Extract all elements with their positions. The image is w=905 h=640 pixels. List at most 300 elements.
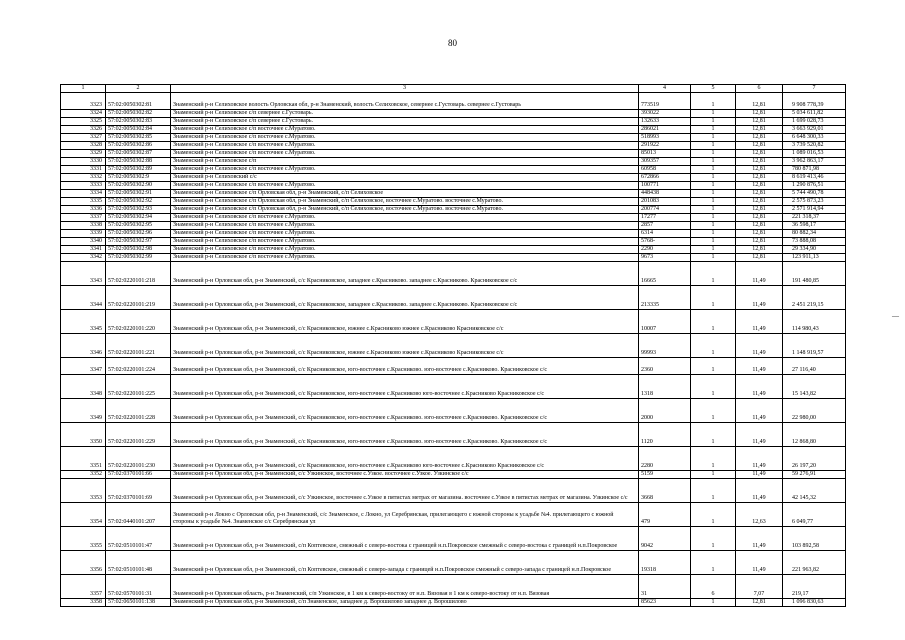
cadastral-number: 57:02:0510101:48 bbox=[106, 551, 171, 575]
table-row bbox=[61, 599, 846, 607]
cadastral-value: 103 892,58 bbox=[783, 527, 846, 551]
column-5-value: 1 bbox=[691, 262, 736, 286]
cadastral-number: 57:02:0050302:93 bbox=[106, 206, 171, 214]
table-row bbox=[61, 262, 846, 286]
table-row bbox=[61, 375, 846, 399]
table-row bbox=[61, 551, 846, 575]
rate-value: 12,81 bbox=[736, 238, 783, 246]
location-description: Знаменский р-н Селиховское с/п восточнее с.Муратово. bbox=[171, 134, 639, 142]
cadastral-number: 57:02:0050302:85 bbox=[106, 134, 171, 142]
cadastral-number: 57:02:0220101:220 bbox=[106, 310, 171, 334]
rate-value: 12,81 bbox=[736, 142, 783, 150]
table-row bbox=[61, 206, 846, 214]
location-description: Знаменский р-н Селиховское с/п восточнее с.Муратово. bbox=[171, 214, 639, 222]
table-row bbox=[61, 334, 846, 358]
cadastral-value: 1 290 876,51 bbox=[783, 182, 846, 190]
row-number: 3352 bbox=[61, 471, 106, 479]
table-row bbox=[61, 471, 846, 479]
location-description: Знаменский р-н Орловская обл, р-н Знаменский, с/с Узкинское, восточнее с.Узкое в пятистах метрах от магазина. восточнее с.Узкое в пятистах метрах от магазина. Узкинское с/с bbox=[171, 479, 639, 503]
area-value: 132633 bbox=[639, 118, 691, 126]
cadastral-number: 57:02:0050302:90 bbox=[106, 182, 171, 190]
cadastral-value: 15 143,82 bbox=[783, 375, 846, 399]
column-5-value: 1 bbox=[691, 206, 736, 214]
cadastral-number: 57:02:0050302:91 bbox=[106, 190, 171, 198]
rate-value: 11,49 bbox=[736, 527, 783, 551]
area-value: 10007 bbox=[639, 310, 691, 334]
rate-value: 11,49 bbox=[736, 358, 783, 375]
row-number: 3325 bbox=[61, 118, 106, 126]
area-value: 773519 bbox=[639, 93, 691, 110]
location-description: Знаменский р-н Орловская обл, р-н Знаменский, с/п Знаменское, западнее д. Ворошилово западнее д. Ворошилово bbox=[171, 599, 639, 607]
location-description: Знаменский р-н Орловская обл, р-н Знаменский, с/с Красниковское, западнее с.Красниково. западнее с.Красниково. Красниковское с/с bbox=[171, 262, 639, 286]
area-value: 448438 bbox=[639, 190, 691, 198]
cadastral-value: 3 739 520,82 bbox=[783, 142, 846, 150]
table-row bbox=[61, 198, 846, 206]
row-number: 3339 bbox=[61, 230, 106, 238]
column-header: 4 bbox=[639, 85, 691, 93]
column-5-value: 1 bbox=[691, 174, 736, 182]
area-value: 19318 bbox=[639, 551, 691, 575]
rate-value: 12,81 bbox=[736, 110, 783, 118]
rate-value: 12,81 bbox=[736, 599, 783, 607]
area-value: 9042 bbox=[639, 527, 691, 551]
cadastral-value: 2 571 914,94 bbox=[783, 206, 846, 214]
column-5-value: 1 bbox=[691, 503, 736, 527]
column-5-value: 1 bbox=[691, 447, 736, 471]
column-5-value: 1 bbox=[691, 375, 736, 399]
cadastral-value: 9 908 778,39 bbox=[783, 93, 846, 110]
cadastral-value: 2 575 873,23 bbox=[783, 198, 846, 206]
column-5-value: 1 bbox=[691, 134, 736, 142]
row-number: 3351 bbox=[61, 447, 106, 471]
location-description: Знаменский р-н Селиховское с/п восточнее с.Муратово. bbox=[171, 150, 639, 158]
column-5-value: 1 bbox=[691, 399, 736, 423]
area-value: 291922 bbox=[639, 142, 691, 150]
cadastral-value: 221 318,37 bbox=[783, 214, 846, 222]
cadastral-number: 57:02:0050302:87 bbox=[106, 150, 171, 158]
row-number: 3324 bbox=[61, 110, 106, 118]
area-value: 213335 bbox=[639, 286, 691, 310]
cadastral-value: 73 888,08 bbox=[783, 238, 846, 246]
row-number: 3328 bbox=[61, 142, 106, 150]
rate-value: 12,81 bbox=[736, 134, 783, 142]
cadastral-value: 42 145,32 bbox=[783, 479, 846, 503]
cadastral-value: 1 148 919,57 bbox=[783, 334, 846, 358]
area-value: 479 bbox=[639, 503, 691, 527]
row-number: 3348 bbox=[61, 375, 106, 399]
column-header: 2 bbox=[106, 85, 171, 93]
column-5-value: 1 bbox=[691, 214, 736, 222]
table-row bbox=[61, 174, 846, 182]
area-value: 200774 bbox=[639, 206, 691, 214]
area-value: 85623 bbox=[639, 599, 691, 607]
table-row bbox=[61, 447, 846, 471]
table-row bbox=[61, 110, 846, 118]
table-body bbox=[61, 93, 846, 607]
table-row bbox=[61, 423, 846, 447]
table-row bbox=[61, 310, 846, 334]
column-5-value: 1 bbox=[691, 230, 736, 238]
rate-value: 11,49 bbox=[736, 262, 783, 286]
cadastral-number: 57:02:0050302:89 bbox=[106, 166, 171, 174]
location-description: Знаменский р-н Орловская обл, р-н Знаменский, с/с Красниковское, южнее с.Красниково южнее с.Красниково Красниковское с/с bbox=[171, 334, 639, 358]
cadastral-value: 3 962 863,17 bbox=[783, 158, 846, 166]
column-5-value: 1 bbox=[691, 142, 736, 150]
location-description: Знаменский р-н Орловская обл, р-н Знаменский, с/с Красниковское, южнее с.Красниково южнее с.Красниково Красниковское с/с bbox=[171, 310, 639, 334]
table-row bbox=[61, 214, 846, 222]
cadastral-value: 3 663 929,01 bbox=[783, 126, 846, 134]
row-number: 3335 bbox=[61, 198, 106, 206]
location-description: Знаменский р-н Орловская обл, р-н Знаменский, с/с Узкинское, восточнее с.Узкое. восточнее с.Узкое. Узкинское с/с bbox=[171, 471, 639, 479]
area-value: 518993 bbox=[639, 134, 691, 142]
area-value: 60958 bbox=[639, 166, 691, 174]
rate-value: 12,63 bbox=[736, 503, 783, 527]
row-number: 3329 bbox=[61, 150, 106, 158]
area-value: 2360 bbox=[639, 358, 691, 375]
area-value: 85013 bbox=[639, 150, 691, 158]
cadastral-value: 5 744 490,78 bbox=[783, 190, 846, 198]
rate-value: 11,49 bbox=[736, 334, 783, 358]
rate-value: 11,49 bbox=[736, 286, 783, 310]
row-number: 3353 bbox=[61, 479, 106, 503]
rate-value: 11,49 bbox=[736, 479, 783, 503]
cadastral-value: 22 980,00 bbox=[783, 399, 846, 423]
table-row bbox=[61, 230, 846, 238]
rate-value: 12,81 bbox=[736, 206, 783, 214]
column-5-value: 1 bbox=[691, 238, 736, 246]
row-number: 3334 bbox=[61, 190, 106, 198]
table-row bbox=[61, 134, 846, 142]
column-5-value: 1 bbox=[691, 110, 736, 118]
rate-value: 12,81 bbox=[736, 254, 783, 262]
column-5-value: 1 bbox=[691, 246, 736, 254]
cadastral-number: 57:02:0050302:81 bbox=[106, 93, 171, 110]
rate-value: 12,81 bbox=[736, 93, 783, 110]
area-value: 2290 bbox=[639, 246, 691, 254]
location-description: Знаменский р-н Селиховское с/п восточнее с.Муратово. bbox=[171, 254, 639, 262]
location-description: Знаменский р-н Орловская обл, р-н Знаменский, с/с Красниковское, юго-восточнее с.Красниково. юго-восточнее с.Красниково. Красниковское с/с bbox=[171, 358, 639, 375]
column-5-value: 1 bbox=[691, 310, 736, 334]
cadastral-number: 57:02:0050302:95 bbox=[106, 222, 171, 230]
cadastral-number: 57:02:0050302:94 bbox=[106, 214, 171, 222]
cadastral-value: 219,17 bbox=[783, 575, 846, 599]
table-row bbox=[61, 238, 846, 246]
cadastral-number: 57:02:0050302:98 bbox=[106, 246, 171, 254]
area-value: 16665 bbox=[639, 262, 691, 286]
area-value: 2857 bbox=[639, 222, 691, 230]
location-description: Знаменский р-н Орловская обл, р-н Знаменский, с/с Красниковское, юго-восточнее с.Красниково юго-восточнее с.Красниково Красниковское с/с bbox=[171, 375, 639, 399]
table-row bbox=[61, 166, 846, 174]
location-description: Знаменский р-н Орловская обл, р-н Знаменский, с/с Красниковское, западнее с.Красниково. западнее с.Красниково. Красниковское с/с bbox=[171, 286, 639, 310]
area-value: 31 bbox=[639, 575, 691, 599]
cadastral-number: 57:02:0220101:218 bbox=[106, 262, 171, 286]
column-5-value: 1 bbox=[691, 358, 736, 375]
rate-value: 11,49 bbox=[736, 423, 783, 447]
cadastral-value: 26 197,20 bbox=[783, 447, 846, 471]
cadastral-number: 57:02:0570101:31 bbox=[106, 575, 171, 599]
row-number: 3344 bbox=[61, 286, 106, 310]
cadastral-value: 27 116,40 bbox=[783, 358, 846, 375]
cadastral-value: 221 963,82 bbox=[783, 551, 846, 575]
table-row bbox=[61, 358, 846, 375]
location-description: Знаменский р-н Селиховское с/п восточнее с.Муратово. bbox=[171, 142, 639, 150]
row-number: 3354 bbox=[61, 503, 106, 527]
row-number: 3341 bbox=[61, 246, 106, 254]
cadastral-number: 57:02:0220101:230 bbox=[106, 447, 171, 471]
rate-value: 12,81 bbox=[736, 150, 783, 158]
cadastral-value: 29 334,90 bbox=[783, 246, 846, 254]
row-number: 3337 bbox=[61, 214, 106, 222]
cadastral-number: 57:02:0220101:228 bbox=[106, 399, 171, 423]
cadastral-value: 5 034 611,82 bbox=[783, 110, 846, 118]
column-5-value: 1 bbox=[691, 150, 736, 158]
column-5-value: 1 bbox=[691, 198, 736, 206]
rate-value: 12,81 bbox=[736, 190, 783, 198]
rate-value: 11,49 bbox=[736, 471, 783, 479]
location-description: Знаменский р-н Селиховское с/п восточнее с.Муратово. bbox=[171, 246, 639, 254]
rate-value: 12,81 bbox=[736, 214, 783, 222]
column-5-value: 1 bbox=[691, 479, 736, 503]
row-number: 3331 bbox=[61, 166, 106, 174]
header-row bbox=[61, 85, 846, 93]
location-description: Знаменский р-н Орловская обл, р-н Знаменский, с/с Красниковское, юго-восточнее с.Красниково. юго-восточнее с.Красниково. Красниковское с/с bbox=[171, 399, 639, 423]
page-number: 80 bbox=[448, 38, 457, 48]
table-row bbox=[61, 142, 846, 150]
rate-value: 12,81 bbox=[736, 166, 783, 174]
column-5-value: 1 bbox=[691, 527, 736, 551]
area-value: 286021 bbox=[639, 126, 691, 134]
area-value: 9673 bbox=[639, 254, 691, 262]
column-5-value: 6 bbox=[691, 575, 736, 599]
cadastral-number: 57:02:0050302:86 bbox=[106, 142, 171, 150]
row-number: 3338 bbox=[61, 222, 106, 230]
column-5-value: 1 bbox=[691, 286, 736, 310]
cadastral-number: 57:02:0050302:84 bbox=[106, 126, 171, 134]
location-description: Знаменский р-н Селиховское с/п восточнее с.Муратово. bbox=[171, 126, 639, 134]
location-description: Знаменский р-н Селиховское с/п bbox=[171, 158, 639, 166]
area-value: 5768- bbox=[639, 238, 691, 246]
column-5-value: 1 bbox=[691, 190, 736, 198]
area-value: 2000 bbox=[639, 399, 691, 423]
cadastral-value: 2 451 219,15 bbox=[783, 286, 846, 310]
row-number: 3332 bbox=[61, 174, 106, 182]
land-plots-table bbox=[60, 84, 846, 607]
table-row bbox=[61, 479, 846, 503]
column-5-value: 1 bbox=[691, 182, 736, 190]
row-number: 3340 bbox=[61, 238, 106, 246]
cadastral-value: 123 911,13 bbox=[783, 254, 846, 262]
row-number: 3356 bbox=[61, 551, 106, 575]
table-row bbox=[61, 222, 846, 230]
location-description: Знаменский р-н Орловская обл, р-н Знаменский, с/с Красниковское, юго-восточнее с.Красниково юго-восточнее с.Красниково Красниковское с/с bbox=[171, 447, 639, 471]
table-row bbox=[61, 190, 846, 198]
area-value: 99993 bbox=[639, 334, 691, 358]
table-row bbox=[61, 399, 846, 423]
cadastral-number: 57:02:0050302:83 bbox=[106, 118, 171, 126]
cadastral-number: 57:02:0050302:99 bbox=[106, 254, 171, 262]
location-description: Знаменский р-н Селиховское с/п восточнее с.Муратово. bbox=[171, 166, 639, 174]
cadastral-number: 57:02:0220101:219 bbox=[106, 286, 171, 310]
row-number: 3343 bbox=[61, 262, 106, 286]
table-row bbox=[61, 126, 846, 134]
table-row bbox=[61, 182, 846, 190]
column-5-value: 1 bbox=[691, 254, 736, 262]
cadastral-value: 80 882,34 bbox=[783, 230, 846, 238]
cadastral-value: 1 089 016,53 bbox=[783, 150, 846, 158]
location-description: Знаменский р-н Селиховское с/п восточнее с.Муратово. bbox=[171, 238, 639, 246]
column-5-value: 1 bbox=[691, 423, 736, 447]
area-value: 2280 bbox=[639, 447, 691, 471]
location-description: Знаменский р-н Селиховское с/п Орловская обл, р-н Знаменский, с/п Селиховское bbox=[171, 190, 639, 198]
table-row bbox=[61, 575, 846, 599]
location-description: Знаменский р-н Орловская обл, р-н Знаменский, с/п Коптевское, смежный с северо-запада с границей н.п.Покровское смежный с северо-запада с границей н.п.Покровское bbox=[171, 551, 639, 575]
rate-value: 7,07 bbox=[736, 575, 783, 599]
row-number: 3350 bbox=[61, 423, 106, 447]
row-number: 3357 bbox=[61, 575, 106, 599]
table-row bbox=[61, 503, 846, 527]
rate-value: 12,81 bbox=[736, 174, 783, 182]
row-number: 3347 bbox=[61, 358, 106, 375]
area-value: 1120 bbox=[639, 423, 691, 447]
rate-value: 11,49 bbox=[736, 551, 783, 575]
row-number: 3358 bbox=[61, 599, 106, 607]
column-5-value: 1 bbox=[691, 158, 736, 166]
cadastral-value: 36 598,17 bbox=[783, 222, 846, 230]
rate-value: 12,81 bbox=[736, 230, 783, 238]
table-row bbox=[61, 93, 846, 110]
table-row bbox=[61, 118, 846, 126]
area-value: 17277 bbox=[639, 214, 691, 222]
location-description: Знаменский р-н Орловская обл, р-н Знаменский, с/п Коптевское, смежный с северо-востока с границей н.п.Покровское смежный с северо-востока с границей н.п.Покровское bbox=[171, 527, 639, 551]
row-number: 3326 bbox=[61, 126, 106, 134]
location-description: Знаменский р-н Селиховское волость Орловская обл, р-н Знаменский, волость Селиховское, севернее с.Густоварь. севернее с.Густоварь bbox=[171, 93, 639, 110]
cadastral-value: 191 480,85 bbox=[783, 262, 846, 286]
cadastral-number: 57:02:0050302:97 bbox=[106, 238, 171, 246]
cadastral-value: 6 648 300,33 bbox=[783, 134, 846, 142]
cadastral-value: 12 868,80 bbox=[783, 423, 846, 447]
cadastral-number: 57:02:0370101:66 bbox=[106, 471, 171, 479]
column-header: 1 bbox=[61, 85, 106, 93]
cadastral-value: 1 699 028,73 bbox=[783, 118, 846, 126]
area-value: 201083 bbox=[639, 198, 691, 206]
table-row bbox=[61, 286, 846, 310]
rate-value: 12,81 bbox=[736, 222, 783, 230]
column-5-value: 1 bbox=[691, 551, 736, 575]
column-5-value: 1 bbox=[691, 126, 736, 134]
column-5-value: 1 bbox=[691, 93, 736, 110]
margin-mark: — bbox=[892, 312, 899, 320]
location-description: Знаменский р-н Локно с Орловская обл, р-н Знаменский, с/с Знаменское, с Локно, ул Серебрянская, прилегающего с южной стороны к усадьбе №4. прилегающего с южной стороны к усадьбе №4. Знаменское с/с Серебрянская ул bbox=[171, 503, 639, 527]
row-number: 3342 bbox=[61, 254, 106, 262]
location-description: Знаменский р-н Селиховское с/п восточнее с.Муратово. bbox=[171, 222, 639, 230]
column-5-value: 1 bbox=[691, 471, 736, 479]
rate-value: 11,49 bbox=[736, 399, 783, 423]
cadastral-number: 57:02:0220101:229 bbox=[106, 423, 171, 447]
cadastral-value: 780 871,98 bbox=[783, 166, 846, 174]
column-5-value: 1 bbox=[691, 334, 736, 358]
column-header: 3 bbox=[171, 85, 639, 93]
rate-value: 12,81 bbox=[736, 198, 783, 206]
cadastral-number: 57:02:0220101:225 bbox=[106, 375, 171, 399]
area-value: 672866 bbox=[639, 174, 691, 182]
area-value: 393022 bbox=[639, 110, 691, 118]
location-description: Знаменский р-н Селиховское с/п Орловская обл, р-н Знаменский, с/п Селиховское, восточнее с.Муратово. восточнее с.Муратово. bbox=[171, 206, 639, 214]
row-number: 3345 bbox=[61, 310, 106, 334]
table-row bbox=[61, 527, 846, 551]
row-number: 3333 bbox=[61, 182, 106, 190]
cadastral-number: 57:02:0220101:224 bbox=[106, 358, 171, 375]
cadastral-number: 57:02:0440101:207 bbox=[106, 503, 171, 527]
column-5-value: 1 bbox=[691, 599, 736, 607]
rate-value: 12,81 bbox=[736, 126, 783, 134]
cadastral-number: 57:02:0050302:88 bbox=[106, 158, 171, 166]
table-row bbox=[61, 254, 846, 262]
row-number: 3349 bbox=[61, 399, 106, 423]
column-5-value: 1 bbox=[691, 166, 736, 174]
cadastral-number: 57:02:0510101:47 bbox=[106, 527, 171, 551]
rate-value: 12,81 bbox=[736, 182, 783, 190]
column-header: 6 bbox=[736, 85, 783, 93]
location-description: Знаменский р-н Селиховский с/с bbox=[171, 174, 639, 182]
area-value: 309357 bbox=[639, 158, 691, 166]
cadastral-number: 57:02:0370101:69 bbox=[106, 479, 171, 503]
location-description: Знаменский р-н Селиховское с/п восточнее с.Муратово. bbox=[171, 182, 639, 190]
table-row bbox=[61, 246, 846, 254]
cadastral-number: 57:02:0220101:221 bbox=[106, 334, 171, 358]
rate-value: 12,81 bbox=[736, 246, 783, 254]
location-description: Знаменский р-н Селиховское с/п севернее с.Густоварь. bbox=[171, 110, 639, 118]
cadastral-number: 57:02:0050302:82 bbox=[106, 110, 171, 118]
row-number: 3336 bbox=[61, 206, 106, 214]
cadastral-value: 59 276,91 bbox=[783, 471, 846, 479]
cadastral-number: 57:02:0050302:96 bbox=[106, 230, 171, 238]
row-number: 3327 bbox=[61, 134, 106, 142]
area-value: 3668 bbox=[639, 479, 691, 503]
location-description: Знаменский р-н Орловская область, р-н Знаменский, с/п Узкинское, в 1 км к северо-востоку от н.п. Вязовая в 1 км к северо-востоку от н.п. Вязовая bbox=[171, 575, 639, 599]
rate-value: 11,49 bbox=[736, 310, 783, 334]
cadastral-value: 8 619 413,46 bbox=[783, 174, 846, 182]
column-header: 7 bbox=[783, 85, 846, 93]
rate-value: 11,49 bbox=[736, 375, 783, 399]
cadastral-number: 57:02:0050302:92 bbox=[106, 198, 171, 206]
row-number: 3330 bbox=[61, 158, 106, 166]
location-description: Знаменский р-н Селиховское с/п Орловская обл, р-н Знаменский, с/п Селиховское, восточнее с.Муратово. восточнее с.Муратово. bbox=[171, 198, 639, 206]
cadastral-number: 57:02:0650101:138 bbox=[106, 599, 171, 607]
table-row bbox=[61, 158, 846, 166]
rate-value: 11,49 bbox=[736, 447, 783, 471]
column-5-value: 1 bbox=[691, 118, 736, 126]
column-header: 5 bbox=[691, 85, 736, 93]
location-description: Знаменский р-н Селиховское с/п севернее с.Густоварь. bbox=[171, 118, 639, 126]
column-5-value: 1 bbox=[691, 222, 736, 230]
area-value: 100771 bbox=[639, 182, 691, 190]
location-description: Знаменский р-н Орловская обл, р-н Знаменский, с/с Красниковское, юго-восточнее с.Красниково. юго-восточнее с.Красниково. Красниковское с/с bbox=[171, 423, 639, 447]
cadastral-value: 114 980,43 bbox=[783, 310, 846, 334]
rate-value: 12,81 bbox=[736, 118, 783, 126]
cadastral-value: 1 096 830,63 bbox=[783, 599, 846, 607]
row-number: 3346 bbox=[61, 334, 106, 358]
area-value: 1318 bbox=[639, 375, 691, 399]
area-value: 6314 bbox=[639, 230, 691, 238]
area-value: 5159 bbox=[639, 471, 691, 479]
rate-value: 12,81 bbox=[736, 158, 783, 166]
cadastral-value: 6 049,77 bbox=[783, 503, 846, 527]
row-number: 3355 bbox=[61, 527, 106, 551]
cadastral-number: 57:02:0050302:9 bbox=[106, 174, 171, 182]
location-description: Знаменский р-н Селиховское с/п восточнее с.Муратово. bbox=[171, 230, 639, 238]
row-number: 3323 bbox=[61, 93, 106, 110]
table-row bbox=[61, 150, 846, 158]
